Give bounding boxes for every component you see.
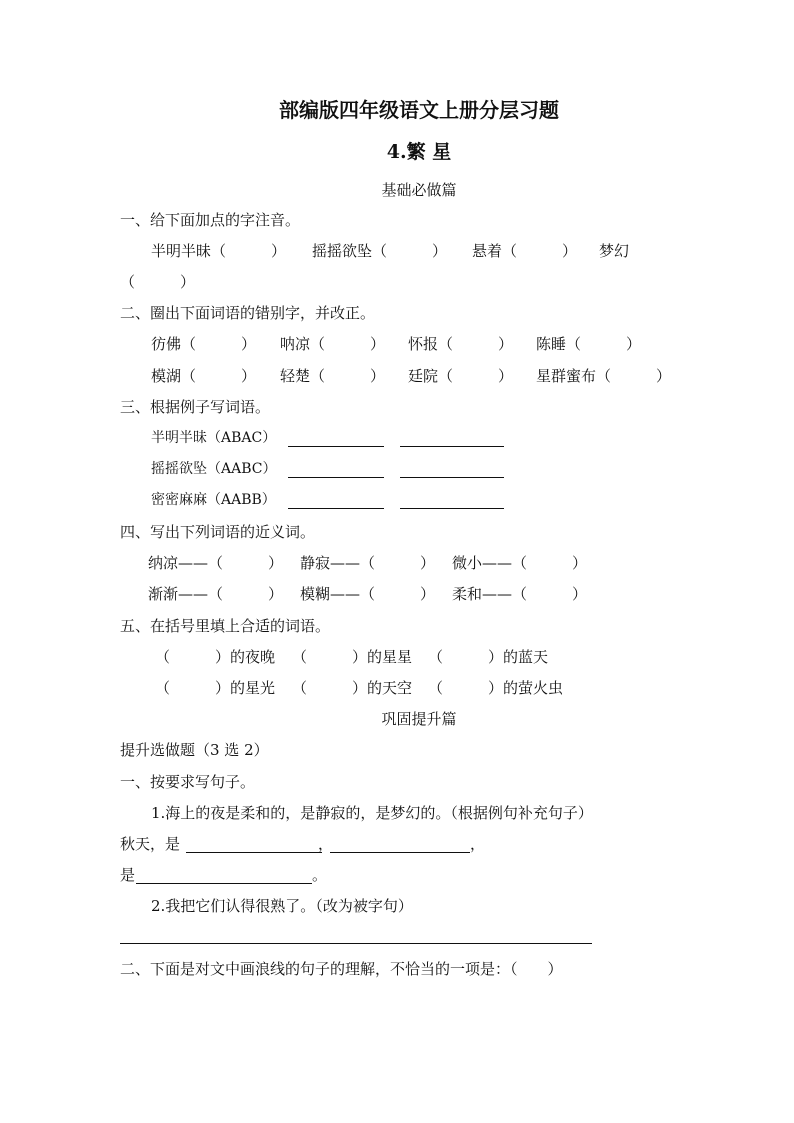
answer-blank[interactable] [288,446,384,447]
lesson-title: 4.繁 星 [386,141,452,163]
advanced-intro: 提升选做题（3 选 2） [120,741,269,759]
q2-item: 廷院（ ） [408,367,514,385]
q4-item: 柔和——（ ） [452,585,588,603]
page-title: 部编版四年级语文上册分层习题 [279,98,559,122]
q5-item: （ ）的星光 [155,679,276,697]
section-basic-heading: 基础必做篇 [381,181,457,199]
q3-item: 摇摇欲坠（AABC） [151,461,277,477]
answer-blank[interactable] [136,883,312,884]
advanced-q1-item2: 2.我把它们认得很熟了。（改为被字句） [151,897,413,915]
q1-item: 半明半昧（ ） [151,242,287,260]
q1-heading: 一、给下面加点的字注音。 [120,211,301,229]
q4-item: 渐渐——（ ） [148,585,284,603]
comma: ， [470,835,486,853]
answer-blank[interactable] [400,508,504,509]
answer-line[interactable] [120,943,592,944]
q4-heading: 四、写出下列词语的近义词。 [120,523,316,541]
q1-item: 摇摇欲坠（ ） [312,242,448,260]
sentence-prefix: 秋天，是 [120,835,181,853]
q3-item: 密密麻麻（AABB） [151,492,276,508]
q3-heading: 三、根据例子写词语。 [120,398,271,416]
q5-item: （ ）的萤火虫 [428,679,564,697]
q3-item: 半明半昧（ABAC） [151,430,277,446]
q1-wrap: （ ） [120,273,196,291]
section-advanced-heading: 巩固提升篇 [381,710,457,728]
q2-item: 模湖（ ） [151,367,257,385]
q4-item: 微小——（ ） [452,554,588,572]
q4-item: 模糊——（ ） [300,585,436,603]
q5-item: （ ）的星星 [292,648,413,666]
q5-heading: 五、在括号里填上合适的词语。 [120,617,331,635]
answer-blank[interactable] [288,508,384,509]
q1-item: 梦幻 [599,242,630,260]
comma: ， [318,835,334,853]
q2-item: 星群蜜布（ ） [536,367,672,385]
q5-item: （ ）的天空 [292,679,413,697]
advanced-q2-heading: 二、下面是对文中画浪线的句子的理解，不恰当的一项是：（ ） [120,960,563,978]
q4-item: 静寂——（ ） [300,554,436,572]
sentence-prefix: 是 [120,866,136,884]
q1-item: 悬着（ ） [472,242,578,260]
advanced-q1-item1: 1.海上的夜是柔和的，是静寂的，是梦幻的。（根据例句补充句子） [151,804,593,822]
q5-item: （ ）的夜晚 [155,648,276,666]
q4-item: 纳凉——（ ） [148,554,284,572]
answer-blank[interactable] [186,852,322,853]
q2-item: 呐凉（ ） [280,335,386,353]
answer-blank[interactable] [400,477,504,478]
answer-blank[interactable] [400,446,504,447]
advanced-q1-heading: 一、按要求写句子。 [120,773,256,791]
q5-item: （ ）的蓝天 [428,648,549,666]
q2-item: 彷佛（ ） [151,335,257,353]
answer-blank[interactable] [288,477,384,478]
period: 。 [312,866,328,884]
q2-item: 怀报（ ） [408,335,514,353]
q2-item: 陈睡（ ） [536,335,642,353]
answer-blank[interactable] [330,852,470,853]
q2-heading: 二、圈出下面词语的错别字，并改正。 [120,304,376,322]
q2-item: 轻楚（ ） [280,367,386,385]
